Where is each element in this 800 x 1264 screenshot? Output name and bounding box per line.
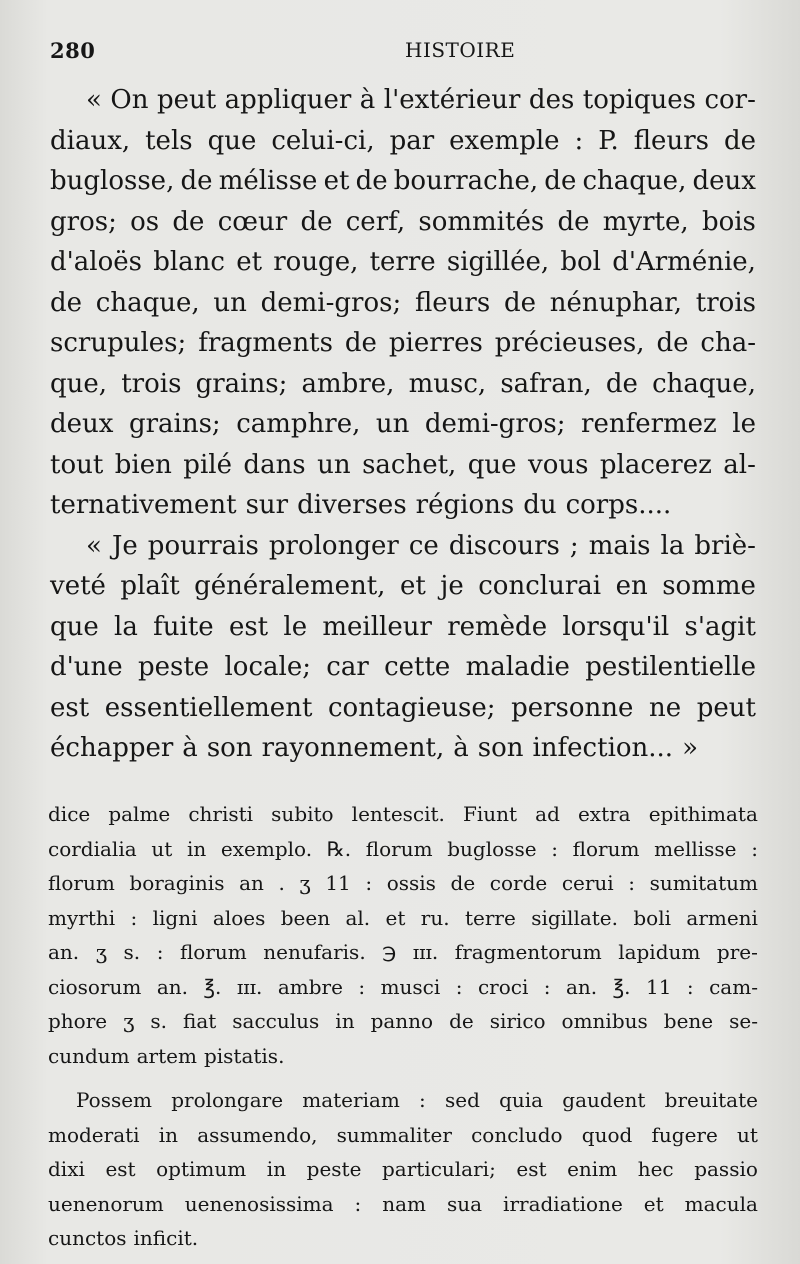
word: .: [278, 871, 285, 895]
word: particulari;: [381, 1157, 496, 1181]
word: fragmentorum: [454, 940, 602, 964]
word: par: [389, 125, 435, 156]
text-line: [50, 404, 756, 445]
word: bois: [701, 206, 756, 237]
word: al-: [723, 449, 756, 480]
word: gros;: [50, 206, 117, 237]
word: ligni: [152, 905, 198, 930]
word: nenufaris.: [263, 940, 366, 964]
text-line: [50, 526, 756, 567]
word: sommités: [418, 206, 545, 237]
word: ʒ: [299, 871, 311, 895]
text-line: [50, 202, 756, 243]
word: terre: [464, 905, 516, 930]
word: échapper: [50, 733, 174, 763]
word: et: [399, 571, 426, 601]
word: topiques: [582, 85, 696, 115]
word: chaque,: [652, 368, 756, 399]
word: locale;: [224, 652, 311, 682]
word: Possem: [76, 1088, 153, 1112]
word: tels: [145, 125, 193, 156]
word: 11: [646, 974, 672, 999]
word: subito: [271, 802, 334, 826]
word: :: [419, 1088, 426, 1112]
word: cunctos: [48, 1226, 127, 1250]
word: in: [266, 1157, 287, 1181]
word: et: [323, 166, 350, 196]
word: pierres: [388, 328, 483, 358]
word: scrupules;: [50, 328, 187, 358]
word: :: [455, 974, 463, 999]
word: sacculus: [232, 1009, 320, 1033]
word: un: [213, 287, 247, 318]
word: grains;: [128, 409, 221, 439]
word: «: [86, 85, 102, 115]
word: corps....: [565, 490, 672, 520]
word: précieuses,: [494, 328, 645, 358]
word: Je: [111, 530, 138, 561]
word: deux: [50, 409, 114, 439]
word: sed: [444, 1088, 480, 1112]
word: personne: [511, 692, 634, 723]
word: cordialia: [48, 836, 137, 861]
page-number: 280: [50, 38, 96, 63]
running-title: HISTOIRE: [405, 38, 516, 62]
word: exemplo.: [220, 836, 313, 861]
word: meilleur: [322, 611, 432, 642]
word: cerui: [561, 871, 614, 895]
text-line: [50, 688, 756, 729]
word: ɪɪɪ.: [236, 974, 263, 999]
word: essentiellement: [104, 692, 313, 723]
word: ce: [408, 530, 439, 561]
word: de: [50, 287, 83, 318]
word: que: [467, 449, 517, 480]
word: d'aloës: [50, 247, 142, 277]
word: sur: [245, 490, 289, 520]
word: briè-: [694, 530, 756, 561]
word: mais: [588, 530, 651, 561]
word: de: [557, 206, 590, 237]
word: de: [605, 368, 638, 399]
text-line: [50, 728, 756, 769]
word: cerf,: [345, 206, 406, 237]
word: de: [180, 166, 213, 196]
word: ut: [737, 1122, 758, 1147]
word: conclurai: [478, 571, 602, 601]
word: diaux,: [50, 125, 131, 156]
word: ternativement: [50, 490, 237, 520]
word: s.: [123, 940, 141, 964]
word: ciosorum: [48, 974, 142, 999]
word: materiam: [302, 1088, 400, 1112]
word: passio: [694, 1157, 758, 1181]
word: quia: [499, 1088, 544, 1112]
word: est: [516, 1157, 547, 1181]
word: :: [574, 125, 584, 156]
text-line: [48, 901, 758, 936]
text-line: [50, 485, 756, 526]
word: sigillée,: [446, 247, 550, 277]
word: ru.: [420, 905, 450, 930]
word: grains;: [195, 368, 288, 399]
word: chaque,: [95, 287, 200, 318]
text-line: [50, 323, 756, 364]
word: cœur: [217, 206, 288, 237]
word: lentescit.: [351, 802, 445, 826]
word: à: [453, 733, 469, 763]
word: quod: [581, 1122, 633, 1147]
word: fragments: [198, 328, 333, 358]
word: appliquer: [224, 85, 352, 115]
word: an.: [48, 940, 80, 964]
word: lorsqu'il: [562, 611, 670, 642]
word: musci: [380, 974, 441, 999]
word: que: [50, 611, 99, 642]
word: du: [523, 490, 557, 520]
word: cundum: [48, 1043, 130, 1068]
word: :: [156, 940, 164, 964]
word: un: [317, 449, 351, 480]
word: s.: [150, 1009, 168, 1033]
word: an.: [566, 974, 598, 999]
word: de: [723, 125, 756, 156]
word: «: [86, 530, 102, 561]
word: peste: [137, 652, 210, 682]
word: cor-: [704, 85, 756, 115]
word: ℈: [382, 940, 397, 964]
text-line: [50, 566, 756, 607]
word: peste: [306, 1157, 362, 1181]
word: est: [50, 692, 90, 723]
word: ut: [151, 836, 173, 861]
word: P.: [598, 125, 619, 156]
word: mélisse: [218, 166, 318, 196]
word: pilé: [183, 449, 232, 480]
word: à: [359, 85, 376, 115]
word: diverses: [297, 490, 407, 520]
word: artem: [136, 1043, 197, 1068]
word: phore: [48, 1009, 108, 1033]
word: in: [335, 1009, 355, 1033]
text-line: [50, 161, 756, 202]
word: :: [365, 871, 373, 895]
word: vous: [528, 449, 589, 480]
word: pistatis.: [203, 1043, 285, 1068]
word: ℥.: [203, 974, 222, 999]
word: ambre,: [301, 368, 395, 399]
word: an: [239, 871, 264, 895]
latin-original-text: [48, 797, 758, 1256]
word: pestilentielle: [585, 652, 756, 682]
word: et: [385, 905, 406, 930]
word: sirico: [489, 1009, 546, 1033]
word: trois: [121, 368, 182, 399]
word: florum: [179, 940, 247, 964]
word: d'une: [50, 652, 123, 682]
word: ambre: [277, 974, 343, 999]
word: enim: [567, 1157, 618, 1181]
text-line: [50, 121, 756, 162]
word: :: [543, 974, 551, 999]
text-line: [48, 1004, 758, 1039]
word: croci: [477, 974, 529, 999]
word: gaudent: [562, 1088, 646, 1112]
word: moderati: [48, 1122, 140, 1147]
word: d'Arménie,: [612, 247, 756, 277]
word: corde: [489, 871, 548, 895]
text-line: [50, 607, 756, 648]
word: summaliter: [336, 1122, 452, 1147]
word: de: [355, 166, 388, 196]
word: florum: [572, 836, 640, 861]
word: l'extérieur: [383, 85, 521, 115]
word: cam-: [709, 974, 758, 999]
word: à: [182, 733, 198, 763]
word: discours: [448, 530, 560, 561]
word: prolonger: [268, 530, 399, 561]
word: de: [503, 287, 536, 318]
word: renfermez: [581, 409, 717, 439]
word: s'agit: [684, 611, 756, 642]
word: se-: [729, 1009, 758, 1033]
word: buglosse: [447, 836, 537, 861]
text-line: [48, 935, 758, 970]
word: :: [628, 871, 636, 895]
word: irradiatione: [503, 1191, 623, 1216]
word: lapidum: [618, 940, 701, 964]
word: christi: [188, 802, 254, 826]
text-line: [50, 242, 756, 283]
word: son: [477, 733, 524, 763]
text-line: [50, 647, 756, 688]
word: peut: [156, 85, 217, 115]
word: bene: [663, 1009, 714, 1033]
word: bien: [114, 449, 172, 480]
word: boraginis: [129, 871, 225, 895]
word: de: [656, 328, 689, 358]
text-line: [48, 1083, 758, 1118]
word: régions: [415, 490, 515, 520]
word: de: [344, 328, 377, 358]
word: ℞.: [326, 836, 352, 861]
text-line: [48, 1152, 758, 1187]
word: de: [450, 871, 476, 895]
word: trois: [695, 287, 756, 318]
word: myrte,: [602, 206, 689, 237]
word: maladie: [465, 652, 570, 682]
word: nam: [382, 1191, 427, 1216]
text-line: [48, 1221, 758, 1256]
word: deux: [692, 166, 756, 196]
word: prolongare: [171, 1088, 284, 1112]
word: al.: [345, 905, 371, 930]
word: buglosse,: [50, 166, 175, 196]
text-line: [50, 80, 756, 121]
word: demi-gros;: [424, 409, 566, 439]
word: infection...: [532, 733, 674, 763]
word: an.: [156, 974, 188, 999]
word: blanc: [153, 247, 225, 277]
word: :: [354, 1191, 362, 1216]
word: omnibus: [561, 1009, 648, 1033]
word: 11: [325, 871, 351, 895]
word: placerez: [599, 449, 712, 480]
word: fiat: [183, 1009, 217, 1033]
word: que: [207, 125, 257, 156]
word: terre: [369, 247, 436, 277]
word: ;: [569, 530, 579, 561]
word: rouge,: [273, 247, 359, 277]
paragraph-gap: [48, 1073, 758, 1083]
word: veté: [50, 571, 106, 601]
word: fuite: [153, 611, 214, 642]
word: concludo: [471, 1122, 563, 1147]
word: epithimata: [648, 802, 758, 826]
text-line: [48, 1187, 758, 1222]
word: de: [544, 166, 577, 196]
word: des: [528, 85, 575, 115]
word: :: [551, 836, 558, 861]
word: :: [751, 836, 758, 861]
word: le: [732, 409, 756, 439]
text-line: [48, 1039, 758, 1074]
word: extra: [577, 802, 631, 826]
word: dice: [48, 802, 91, 826]
word: chaque,: [582, 166, 687, 196]
word: ℥.: [612, 974, 631, 999]
word: ad: [535, 802, 560, 826]
word: sua: [447, 1191, 483, 1216]
word: in: [158, 1122, 179, 1147]
word: généralement,: [194, 571, 386, 601]
word: camphre,: [236, 409, 361, 439]
word: un: [375, 409, 410, 439]
text-line: [48, 970, 758, 1005]
word: est: [105, 1157, 136, 1181]
text-line: [48, 797, 758, 832]
word: cha-: [700, 328, 756, 358]
text-line: [48, 866, 758, 901]
text-line: [48, 832, 758, 867]
word: sumitatum: [649, 871, 758, 895]
word: que,: [50, 368, 108, 399]
word: optimum: [156, 1157, 247, 1181]
word: fugere: [651, 1122, 718, 1147]
word: bourrache,: [393, 166, 539, 196]
text-line: [50, 445, 756, 486]
word: assumendo,: [197, 1122, 318, 1147]
word: somme: [662, 571, 756, 601]
word: plaît: [120, 571, 180, 601]
word: macula: [684, 1191, 758, 1216]
word: sigillate.: [531, 905, 618, 930]
word: myrthi: [48, 905, 116, 930]
word: uenenorum: [48, 1191, 164, 1216]
word: demi-gros;: [260, 287, 402, 318]
word: :: [686, 974, 694, 999]
word: fleurs: [414, 287, 491, 318]
word: Fiunt: [463, 802, 518, 826]
word: uenenosissima: [184, 1191, 334, 1216]
word: inficit.: [133, 1226, 199, 1250]
word: remède: [447, 611, 548, 642]
word: peut: [696, 692, 756, 723]
word: car: [326, 652, 369, 682]
word: pourrais: [147, 530, 259, 561]
word: et: [236, 247, 263, 277]
word: tout: [50, 449, 104, 480]
word: fleurs: [633, 125, 709, 156]
text-line: [50, 364, 756, 405]
word: sachet,: [362, 449, 457, 480]
word: ʒ: [123, 1009, 135, 1033]
word: os: [130, 206, 160, 237]
word: mellisse: [654, 836, 737, 861]
word: dans: [243, 449, 306, 480]
word: ossis: [386, 871, 436, 895]
page-header: [50, 38, 760, 68]
word: bol: [560, 247, 601, 277]
word: in: [186, 836, 207, 861]
word: palme: [108, 802, 171, 826]
word: ɪɪɪ.: [412, 940, 439, 964]
word: »: [682, 733, 698, 763]
word: florum: [365, 836, 433, 861]
word: de: [172, 206, 205, 237]
word: breuitate: [664, 1088, 758, 1112]
word: been: [280, 905, 331, 930]
word: cette: [384, 652, 451, 682]
text-line: [48, 1118, 758, 1153]
word: je: [440, 571, 464, 601]
french-translation-text: [50, 80, 756, 769]
word: musc,: [408, 368, 487, 399]
word: aloes: [212, 905, 266, 930]
word: nénuphar,: [549, 287, 683, 318]
word: exemple: [449, 125, 560, 156]
word: ne: [649, 692, 682, 723]
word: et: [643, 1191, 664, 1216]
word: :: [358, 974, 366, 999]
word: de: [300, 206, 333, 237]
word: celui-ci,: [271, 125, 375, 156]
word: la: [114, 611, 138, 642]
word: rayonnement,: [261, 733, 445, 763]
word: de: [449, 1009, 474, 1033]
word: le: [283, 611, 308, 642]
word: ʒ: [95, 940, 107, 964]
word: son: [206, 733, 253, 763]
text-line: [50, 283, 756, 324]
word: safran,: [500, 368, 592, 399]
word: florum: [48, 871, 115, 895]
word: boli: [633, 905, 672, 930]
word: en: [615, 571, 648, 601]
word: :: [130, 905, 138, 930]
word: dixi: [48, 1157, 85, 1181]
word: On: [110, 85, 149, 115]
word: armeni: [686, 905, 758, 930]
word: pre-: [716, 940, 758, 964]
word: est: [228, 611, 269, 642]
word: la: [660, 530, 685, 561]
word: hec: [637, 1157, 674, 1181]
word: panno: [370, 1009, 434, 1033]
word: contagieuse;: [327, 692, 496, 723]
